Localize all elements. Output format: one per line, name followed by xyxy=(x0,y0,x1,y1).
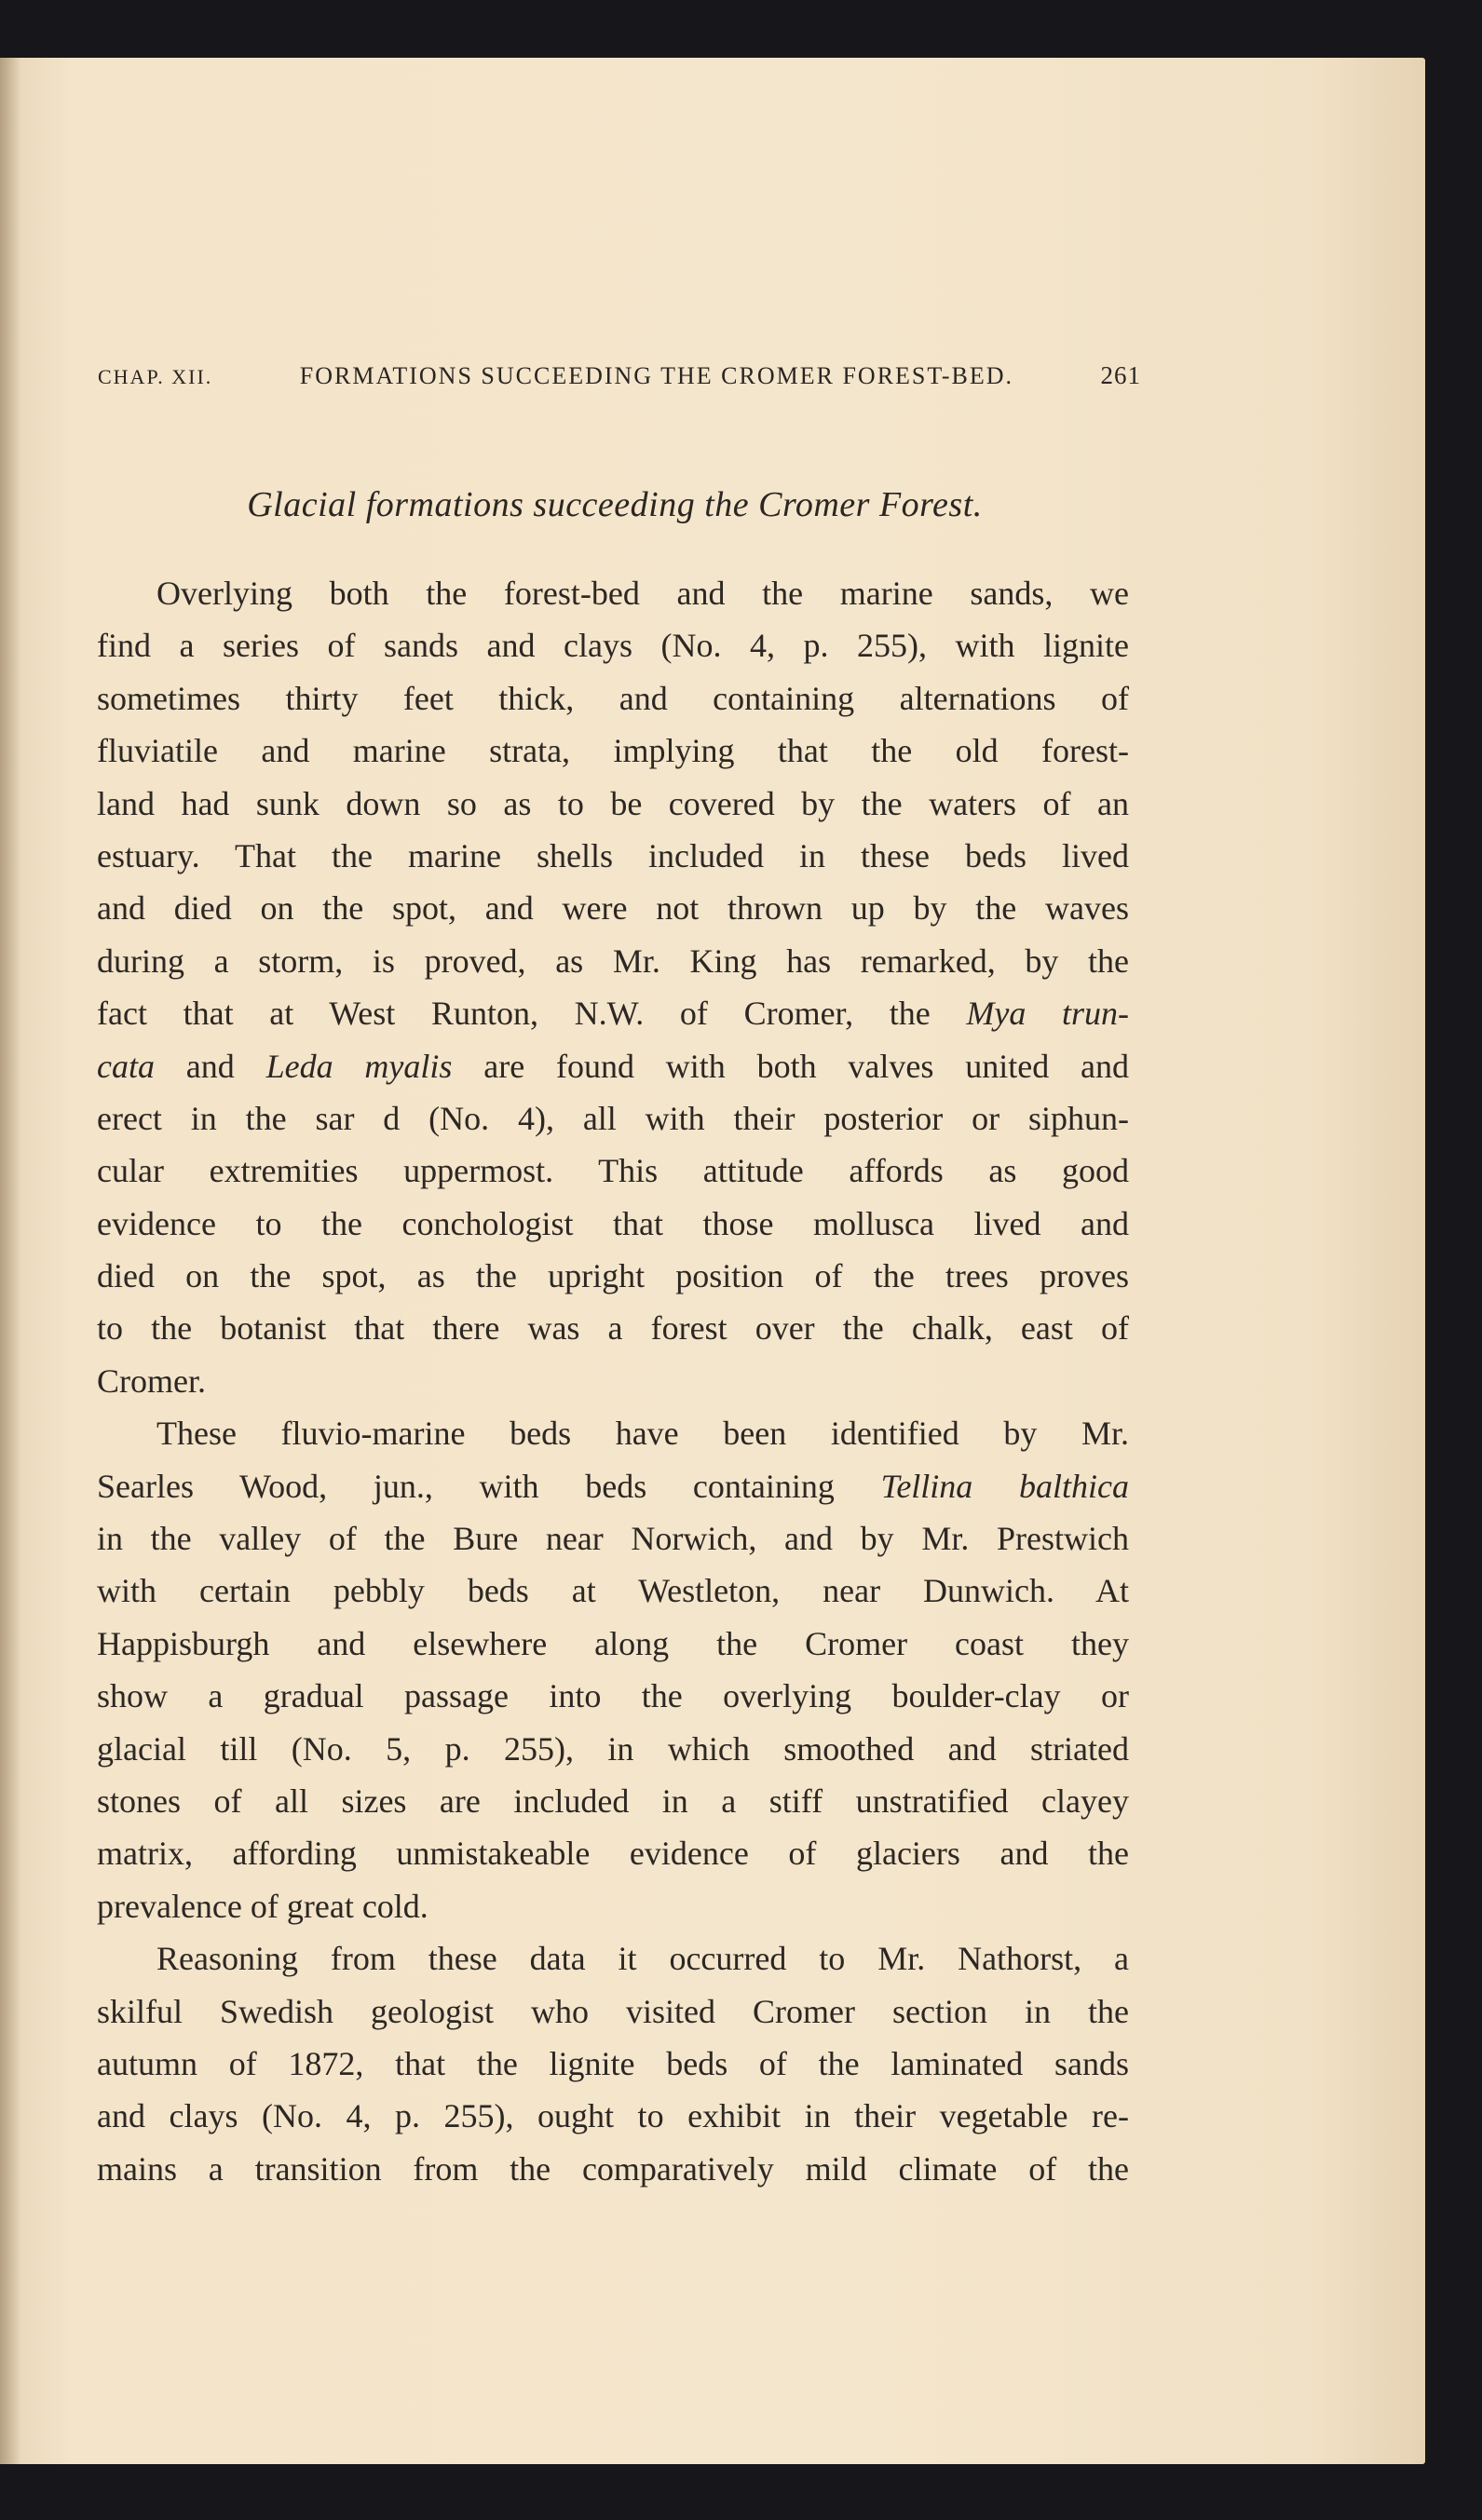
text-line xyxy=(97,1040,1129,1092)
text-line: autumn of 1872, that the lignite beds of the laminated sands xyxy=(97,2044,1129,2082)
species-name: Tellina balthica xyxy=(880,1467,1130,1505)
text-line: land had sunk down so as to be covered by the waters of an xyxy=(97,784,1129,822)
text-line: Happisburgh and elsewhere along the Cromer coast they xyxy=(97,1624,1129,1662)
text-line: stones of all sizes are included in a stiff unstratified clayey xyxy=(97,1782,1129,1820)
text-line: sometimes thirty feet thick, and containing alternations of xyxy=(97,679,1129,717)
text-line: died on the spot, as the upright position of the trees proves xyxy=(97,1257,1129,1295)
running-head xyxy=(98,361,1141,390)
text-line: estuary. That the marine shells included in these beds lived xyxy=(97,836,1129,874)
text-line: find a series of sands and clays (No. 4, p. 255), with lignite xyxy=(97,627,1129,665)
text-line: to the botanist that there was a forest over the chalk, east of xyxy=(97,1309,1129,1348)
text-run: Searles Wood, jun., with beds containing xyxy=(97,1467,881,1505)
body-text xyxy=(97,567,1129,2195)
text-run: fact that at West Runton, N.W. of Cromer, the xyxy=(97,995,967,1033)
species-name: Leda myalis xyxy=(265,1047,453,1085)
text-line: and clays (No. 4, p. 255), ought to exhibit in their vegetable re- xyxy=(97,2097,1129,2135)
text-line: mains a transition from the comparatively mild climate of the xyxy=(97,2149,1129,2188)
text-run: and xyxy=(154,1047,266,1085)
text-line: erect in the sar d (No. 4), all with their posterior or siphun- xyxy=(97,1099,1129,1137)
text-line: Overlying both the forest-bed and the marine sands, we xyxy=(156,575,1129,612)
text-line: cular extremities uppermost. This attitude affords as good xyxy=(97,1152,1129,1190)
text-line: and died on the spot, and were not thrown up by the waves xyxy=(97,889,1129,928)
page-number: 261 xyxy=(1100,361,1141,389)
text-line: Cromer. xyxy=(97,1362,206,1400)
text-line: glacial till (No. 5, p. 255), in which smoothed and striated xyxy=(97,1729,1129,1768)
text-line: matrix, affording unmistakeable evidence of glaciers and the xyxy=(97,1835,1129,1873)
text-line: in the valley of the Bure near Norwich, and by Mr. Prestwich xyxy=(97,1520,1129,1558)
text-line: during a storm, is proved, as Mr. King has remarked, by the xyxy=(97,942,1129,980)
text-run: are found with both valves united and xyxy=(452,1047,1129,1085)
text-line: evidence to the conchologist that those mollusca lived and xyxy=(97,1204,1129,1242)
section-title: Glacial formations succeeding the Cromer Forest. xyxy=(247,485,983,524)
species-name: cata xyxy=(97,1047,155,1085)
running-title: FORMATIONS SUCCEEDING THE CROMER FOREST-BED. xyxy=(299,362,1014,389)
text-line: Reasoning from these data it occurred to Mr. Nathorst, a xyxy=(156,1940,1129,1978)
text-line xyxy=(97,1460,1129,1512)
text-line xyxy=(97,987,1129,1039)
text-line: with certain pebbly beds at Westleton, near Dunwich. At xyxy=(97,1572,1129,1610)
text-line: These fluvio-marine beds have been identified by Mr. xyxy=(156,1415,1129,1453)
text-line: prevalence of great cold. xyxy=(97,1887,428,1925)
book-page xyxy=(0,58,1425,2464)
chapter-label: CHAP. XII. xyxy=(98,365,213,388)
text-line: show a gradual passage into the overlying boulder-clay or xyxy=(97,1677,1129,1715)
text-line: fluviatile and marine strata, implying that the old forest- xyxy=(97,732,1129,770)
species-name: Mya trun- xyxy=(966,995,1130,1033)
text-line: skilful Swedish geologist who visited Cromer section in the xyxy=(97,1992,1129,2030)
